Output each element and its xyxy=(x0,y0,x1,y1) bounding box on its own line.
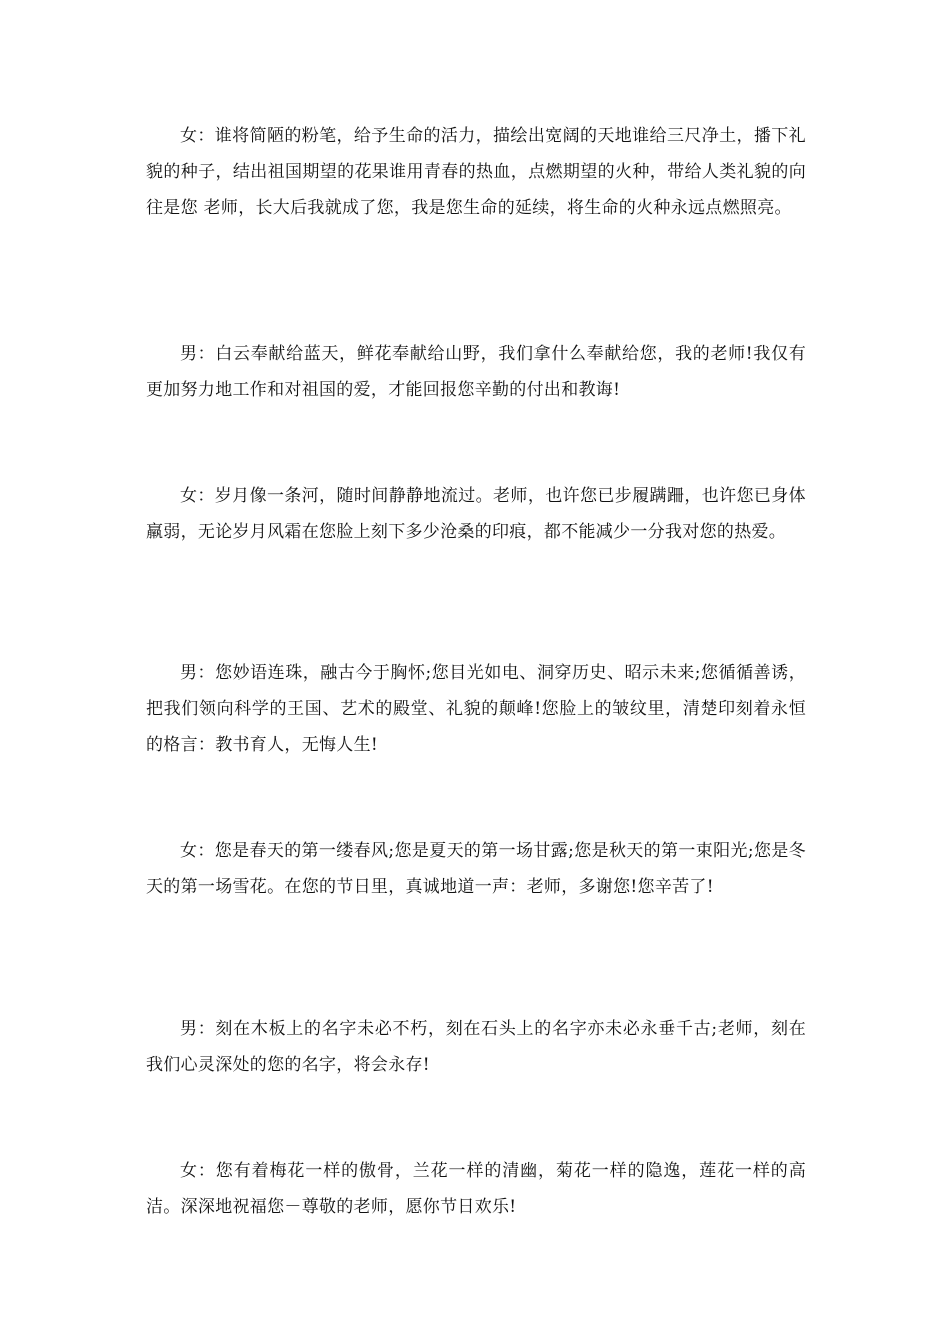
paragraph-female-4: 女：您有着梅花一样的傲骨，兰花一样的清幽，菊花一样的隐逸，莲花一样的高洁。深深地祝福您－尊敬的老师，愿你节日欢乐! xyxy=(146,1161,806,1217)
paragraph-male-3: 男：刻在木板上的名字未必不朽，刻在石头上的名字亦未必永垂千古;老师，刻在我们心灵深处的您的名字，将会永存! xyxy=(146,1019,806,1075)
paragraph-female-2: 女：岁月像一条河，随时间静静地流过。老师，也许您已步履蹒跚，也许您已身体羸弱，无论岁月风霜在您脸上刻下多少沧桑的印痕，都不能减少一分我对您的热爱。 xyxy=(146,486,806,542)
paragraph-male-2: 男：您妙语连珠，融古今于胸怀;您目光如电、洞穿历史、昭示未来;您循循善诱，把我们领向科学的王国、艺术的殿堂、礼貌的颠峰!您脸上的皱纹里，清楚印刻着永恒的格言：教书育人，无悔人生! xyxy=(146,663,806,755)
paragraph-male-1: 男：白云奉献给蓝天，鲜花奉献给山野，我们拿什么奉献给您，我的老师!我仅有更加努力地工作和对祖国的爱，才能回报您辛勤的付出和教诲! xyxy=(146,344,806,400)
paragraph-female-3: 女：您是春天的第一缕春风;您是夏天的第一场甘露;您是秋天的第一束阳光;您是冬天的第一场雪花。在您的节日里，真诚地道一声：老师，多谢您!您辛苦了! xyxy=(146,841,806,897)
paragraph-female-1: 女：谁将简陋的粉笔，给予生命的活力，描绘出宽阔的天地谁给三尺净土，播下礼貌的种子，结出祖国期望的花果谁用青春的热血，点燃期望的火种，带给人类礼貌的向往是您 老师，长大后我就成了您，我是您生命的延续，将生命的火种永远点燃照亮。 xyxy=(146,126,806,218)
